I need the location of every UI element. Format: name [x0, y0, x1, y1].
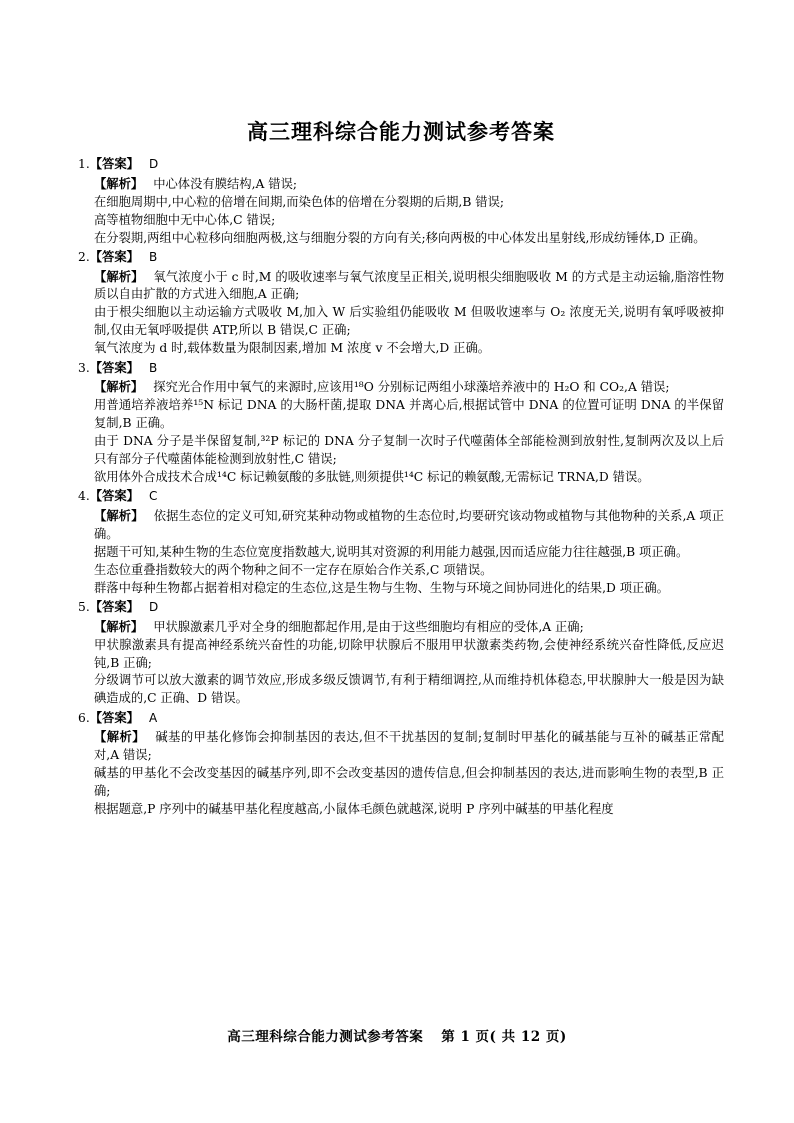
answer-line — [78, 487, 724, 505]
analysis-paragraph — [78, 765, 724, 801]
question-number: 3. — [78, 360, 90, 375]
footer-page-number: 第 1 页( 共 12 页) — [441, 1029, 567, 1045]
answer-value: A — [148, 710, 158, 725]
answer-line — [78, 598, 724, 616]
answer-line — [78, 155, 724, 173]
analysis-text: 甲状腺激素具有提高神经系统兴奋性的功能,切除甲状腺后不服用甲状激素类药物,会使神经系统兴奋性降低,反应迟钝,B 正确; — [94, 637, 724, 670]
analysis-paragraph — [78, 562, 724, 580]
analysis-paragraph — [78, 378, 724, 397]
question-block-1 — [78, 155, 724, 247]
analysis-text: 碱基的甲基化不会改变基因的碱基序列,即不会改变基因的遗传信息,但会抑制基因的表达,进而影响生物的表型,B 正确; — [94, 766, 724, 799]
analysis-paragraph — [78, 507, 724, 544]
analysis-text: 氧气浓度为 d 时,载体数量为限制因素,增加 M 浓度 v 不会增大,D 正确。 — [94, 341, 491, 356]
analysis-text: 甲状腺激素几乎对全身的细胞都起作用,是由于这些细胞均有相应的受体,A 正确; — [153, 619, 584, 634]
question-number: 1. — [78, 157, 90, 172]
answer-value: D — [148, 600, 159, 615]
analysis-text: 由于根尖细胞以主动运输方式吸收 M,加入 W 后实验组仍能吸收 M 但吸收速率与 O₂ 浓度无关,说明有氧呼吸被抑制,仅由无氧呼吸提供 ATP,所以 B 错误,C 正确; — [94, 305, 724, 338]
question-block-6 — [78, 709, 724, 819]
analysis-text: 生态位重叠指数较大的两个物种之间不一定存在原始合作关系,C 项错误。 — [94, 562, 493, 577]
analysis-label: 【解析】 — [94, 507, 144, 523]
analysis-paragraph — [78, 637, 724, 673]
analysis-paragraph — [78, 580, 724, 598]
question-number: 4. — [78, 489, 90, 504]
analysis-text: 由于 DNA 分子是半保留复制,³²P 标记的 DNA 分子复制一次时子代噬菌体全部能检测到放射性,复制两次及以上后只有部分子代噬菌体能检测到放射性,C 错误; — [94, 434, 724, 467]
footer-title: 高三理科综合能力测试参考答案 — [227, 1029, 424, 1045]
analysis-text: 欲用体外合成技术合成¹⁴C 标记赖氨酸的多肽链,则须提供¹⁴C 标记的赖氨酸,无需标记 TRNA,D 错误。 — [94, 470, 650, 484]
answer-line — [78, 709, 724, 727]
answer-line — [78, 359, 724, 377]
answer-label: 【答案】 — [89, 599, 139, 615]
question-number: 5. — [78, 600, 90, 615]
question-number: 2. — [78, 250, 90, 265]
analysis-text: 据题干可知,某种生物的生态位宽度指数越大,说明其对资源的利用能力越强,因而适应能力往往越强,B 项正确。 — [94, 544, 689, 559]
analysis-paragraph — [78, 469, 724, 487]
page-title: 高三理科综合能力测试参考答案 — [247, 119, 555, 144]
question-block-3 — [78, 359, 724, 487]
analysis-paragraph — [78, 268, 724, 305]
analysis-label: 【解析】 — [94, 729, 145, 745]
question-block-2 — [78, 248, 724, 358]
analysis-text: 根据题意,P 序列中的碱基甲基化程度越高,小鼠体毛颜色就越深,说明 P 序列中碱基的甲基化程度 — [94, 802, 614, 817]
analysis-text: 分级调节可以放大激素的调节效应,形成多级反馈调节,有利于精细调控,从而维持机体稳态,甲状腺肿大一般是因为缺碘造成的,C 正确、D 错误。 — [94, 673, 724, 706]
analysis-paragraph — [78, 433, 724, 469]
analysis-paragraph — [78, 194, 724, 212]
analysis-paragraph — [78, 304, 724, 340]
answer-label: 【答案】 — [89, 249, 139, 265]
analysis-label: 【解析】 — [94, 379, 144, 395]
question-block-5 — [78, 598, 724, 708]
analysis-paragraph — [78, 672, 724, 708]
answer-value: B — [148, 360, 158, 375]
answer-value: B — [148, 250, 158, 265]
answer-line — [78, 248, 724, 266]
page-footer — [0, 1025, 794, 1045]
questions-container — [78, 155, 724, 819]
analysis-text: 依据生态位的定义可知,研究某种动物或植物的生态位时,均要研究该动物或植物与其他物种的关系,A 项正确。 — [94, 508, 724, 541]
analysis-paragraph — [78, 544, 724, 562]
answer-value: D — [148, 157, 159, 172]
answer-value: C — [148, 489, 158, 504]
analysis-paragraph — [78, 212, 724, 230]
analysis-text: 在细胞周期中,中心粒的倍增在间期,而染色体的倍增在分裂期的后期,B 错误; — [94, 194, 505, 209]
analysis-paragraph — [78, 728, 724, 765]
analysis-paragraph — [78, 340, 724, 358]
answer-label: 【答案】 — [89, 709, 139, 725]
analysis-text: 中心体没有膜结构,A 错误; — [153, 176, 298, 191]
answer-label: 【答案】 — [89, 156, 139, 172]
analysis-paragraph — [78, 230, 724, 248]
question-number: 6. — [78, 710, 90, 725]
analysis-text: 在分裂期,两组中心粒移向细胞两极,这与细胞分裂的方向有关;移向两极的中心体发出星射线,形成纺锤体,D 正确。 — [94, 230, 706, 245]
analysis-paragraph — [78, 801, 724, 819]
question-block-4 — [78, 487, 724, 597]
analysis-text: 群落中每种生物都占据着相对稳定的生态位,这是生物与生物、生物与环境之间协同进化的结果,D 项正确。 — [94, 580, 669, 595]
analysis-text: 探究光合作用中氧气的来源时,应该用¹⁸O 分别标记两组小球藻培养液中的 H₂O 和 CO₂,A 错误; — [153, 380, 670, 395]
analysis-label: 【解析】 — [94, 175, 144, 191]
analysis-text: 氧气浓度小于 c 时,M 的吸收速率与氧气浓度呈正相关,说明根尖细胞吸收 M 的方式是主动运输,脂溶性物质以自由扩散的方式进入细胞,A 正确; — [94, 269, 724, 302]
analysis-label: 【解析】 — [94, 618, 144, 634]
answer-label: 【答案】 — [89, 359, 139, 375]
analysis-paragraph — [78, 618, 724, 637]
analysis-text: 碱基的甲基化修饰会抑制基因的表达,但不干扰基因的复制;复制时甲基化的碱基能与互补的碱基正常配对,A 错误; — [94, 730, 724, 763]
analysis-text: 高等植物细胞中无中心体,C 错误; — [94, 212, 276, 227]
analysis-paragraph — [78, 397, 724, 433]
analysis-label: 【解析】 — [94, 268, 144, 284]
answer-label: 【答案】 — [89, 488, 139, 504]
analysis-paragraph — [78, 175, 724, 194]
analysis-text: 用普通培养液培养¹⁵N 标记 DNA 的大肠杆菌,提取 DNA 并离心后,根据试管中 DNA 的位置可证明 DNA 的半保留复制,B 正确。 — [94, 398, 724, 431]
